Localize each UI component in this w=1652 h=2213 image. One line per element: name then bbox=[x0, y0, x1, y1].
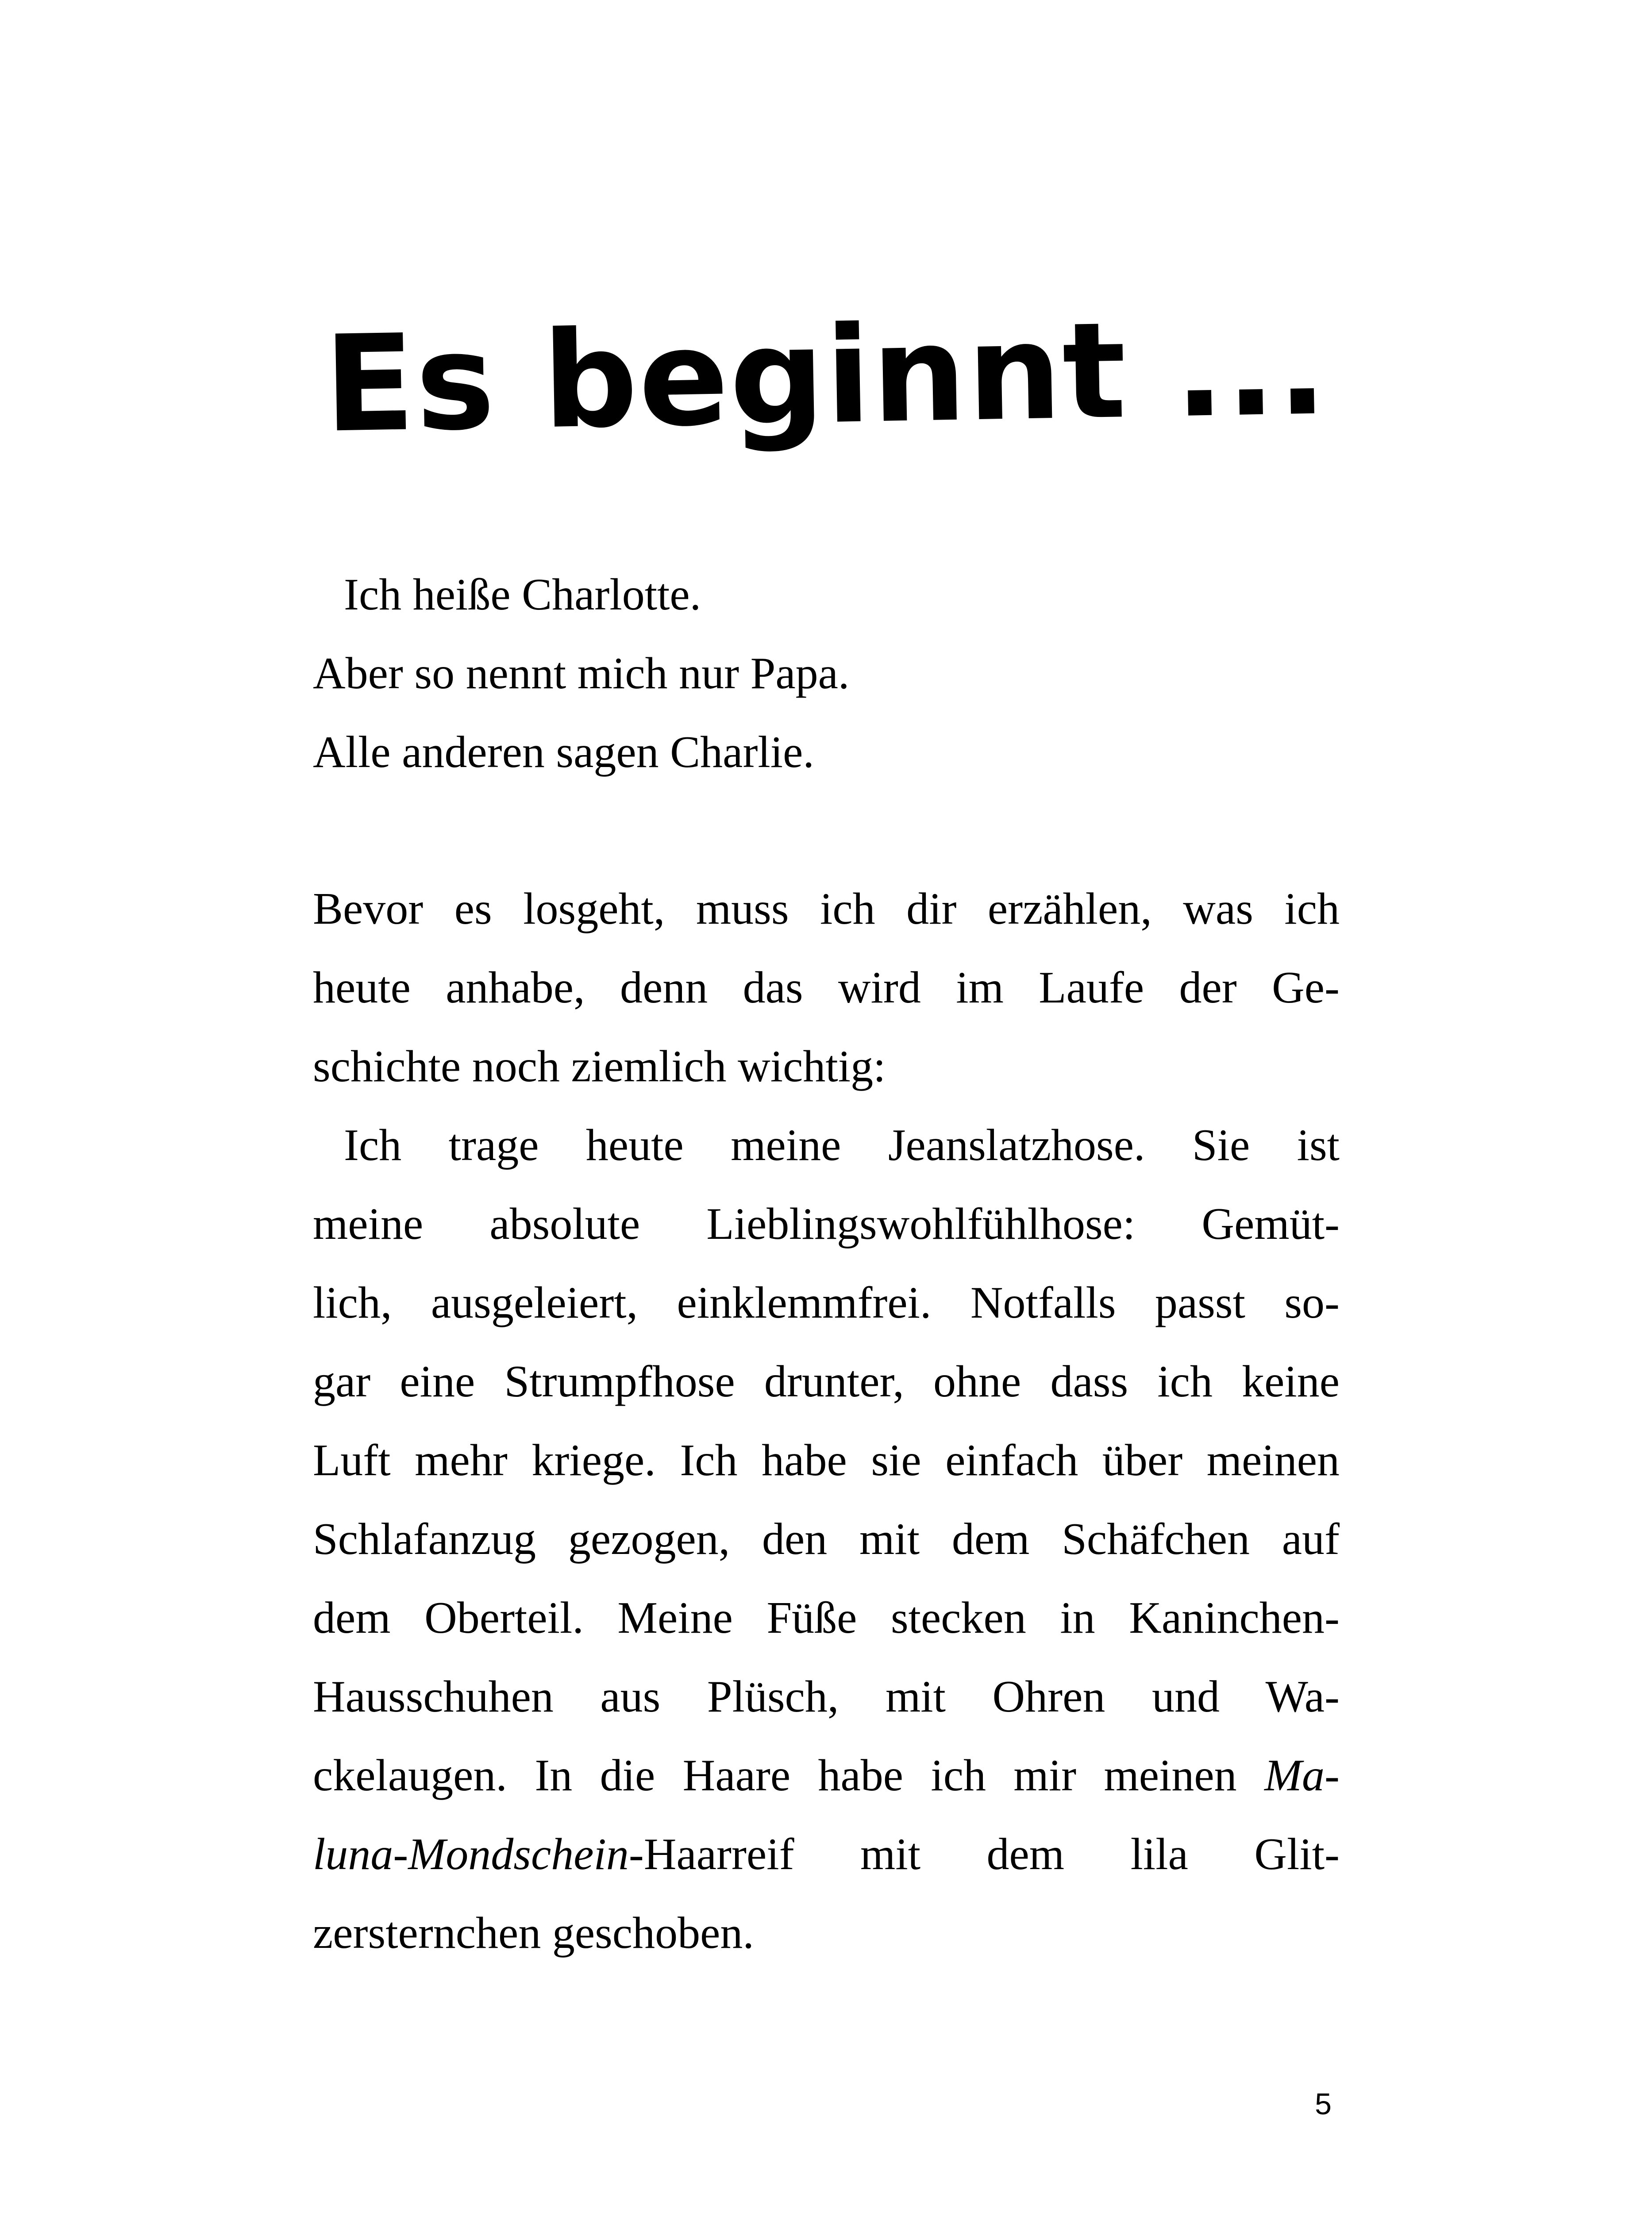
paragraph-2-line: zersternchen geschoben. bbox=[313, 1908, 754, 1958]
line-text: -Haarreif mit dem lila Glit- bbox=[628, 1829, 1340, 1879]
intro-line: Aber so nennt mich nur Papa. bbox=[313, 648, 850, 698]
paragraph-1-line: Bevor es losgeht, muss ich dir erzählen, was ich bbox=[313, 884, 1340, 934]
intro-line: Alle anderen sagen Charlie. bbox=[313, 727, 814, 777]
book-title-italic: Ma- bbox=[1264, 1750, 1340, 1800]
paragraph-2-line: dem Oberteil. Meine Füße stecken in Kaninchen- bbox=[313, 1593, 1340, 1643]
paragraph-1-line: heute anhabe, denn das wird im Laufe der Ge- bbox=[313, 963, 1340, 1013]
paragraph-2-line: Luft mehr kriege. Ich habe sie einfach über meinen bbox=[313, 1435, 1340, 1485]
intro-lines bbox=[313, 555, 1340, 792]
paragraph-2-line: meine absolute Lieblingswohlfühlhose: Gemüt- bbox=[313, 1199, 1340, 1249]
paragraph-1-line: schichte noch ziemlich wichtig: bbox=[313, 1041, 886, 1091]
paragraph-2-line: lich, ausgeleiert, einklemmfrei. Notfalls passt so- bbox=[313, 1278, 1340, 1328]
page-number: 5 bbox=[1315, 2087, 1332, 2121]
paragraph-2-line bbox=[313, 1815, 1340, 1894]
intro-line: Ich heiße Charlotte. bbox=[344, 570, 701, 620]
book-title-italic: luna-Mondschein bbox=[313, 1829, 629, 1879]
line-text: ckelaugen. In die Haare habe ich mir meinen bbox=[313, 1750, 1265, 1800]
chapter-title: Es beginnt ... bbox=[323, 290, 1329, 462]
paragraph-2-line: Schlafanzug gezogen, den mit dem Schäfchen auf bbox=[313, 1514, 1340, 1564]
paragraph-2-line: Hausschuhen aus Plüsch, mit Ohren und Wa- bbox=[313, 1672, 1340, 1722]
paragraph-2-line: Ich trage heute meine Jeanslatzhose. Sie ist bbox=[344, 1120, 1340, 1170]
paragraph-2-line bbox=[313, 1736, 1340, 1815]
body-text bbox=[313, 870, 1340, 1973]
paragraph-2-line: gar eine Strumpfhose drunter, ohne dass ich keine bbox=[313, 1357, 1340, 1407]
